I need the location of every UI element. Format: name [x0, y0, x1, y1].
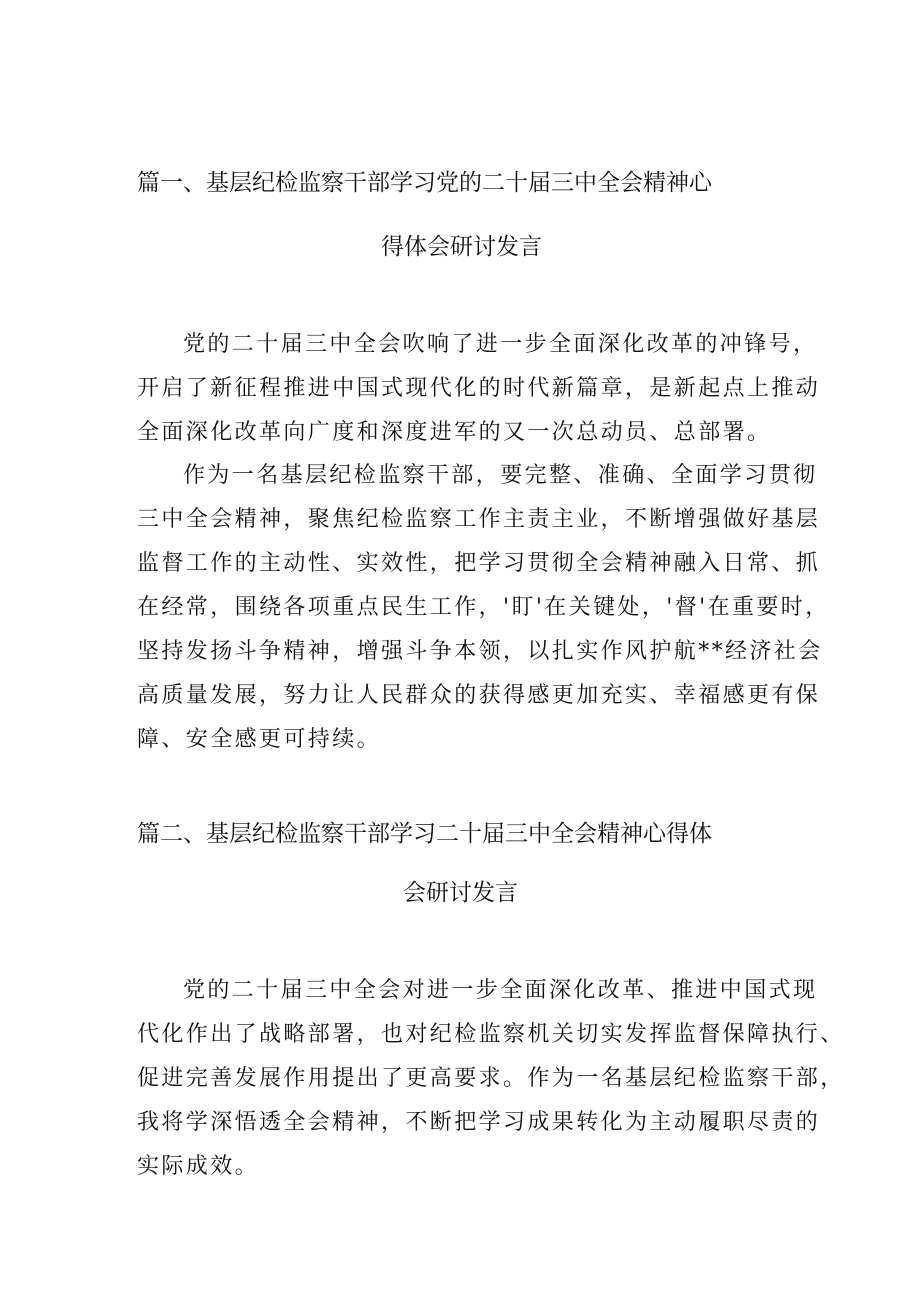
- text-line: 障、安全感更可持续。: [137, 727, 382, 752]
- text-line: 高质量发展，努力让人民群众的获得感更加充实、幸福感更有保: [137, 683, 821, 708]
- text-line: 三中全会精神，聚焦纪检监察工作主责主业，不断增强做好基层: [137, 507, 821, 532]
- section2-title-line1: 篇二、基层纪检监察干部学习二十届三中全会精神心得体: [137, 821, 712, 847]
- text-line: 开启了新征程推进中国式现代化的时代新篇章，是新起点上推动: [137, 376, 821, 401]
- section2-paragraph-1: [137, 969, 845, 1189]
- text-line: 在经常，围绕各项重点民生工作，'盯'在关键处，'督'在重要时，: [137, 595, 830, 620]
- text-line: 全面深化改革向广度和深度进军的又一次总动员、总部署。: [137, 420, 772, 445]
- text-line: 党的二十届三中全会对进一步全面深化改革、推进中国式现: [183, 978, 818, 1003]
- section1-title-line2: 得体会研讨发言: [381, 234, 542, 260]
- text-line: 实际成效。: [137, 1154, 260, 1179]
- text-line: 党的二十届三中全会吹响了进一步全面深化改革的冲锋号，: [183, 332, 818, 357]
- text-line: 代化作出了战略部署，也对纪检监察机关切实发挥监督保障执行、: [137, 1022, 845, 1047]
- text-line: 作为一名基层纪检监察干部，要完整、准确、全面学习贯彻: [183, 463, 818, 488]
- text-line: 监督工作的主动性、实效性，把学习贯彻全会精神融入日常、抓: [137, 551, 821, 576]
- text-line: 促进完善发展作用提出了更高要求。作为一名基层纪检监察干部，: [137, 1066, 845, 1091]
- text-line: 我将学深悟透全会精神，不断把学习成果转化为主动履职尽责的: [137, 1110, 821, 1135]
- text-line: 坚持发扬斗争精神，增强斗争本领，以扎实作风护航**经济社会: [137, 639, 823, 664]
- section1-title-line1: 篇一、基层纪检监察干部学习党的二十届三中全会精神心: [137, 170, 712, 196]
- section1-paragraph-2: [137, 454, 830, 762]
- section1-paragraph-1: [137, 323, 821, 455]
- section2-title-line2: 会研讨发言: [403, 880, 518, 906]
